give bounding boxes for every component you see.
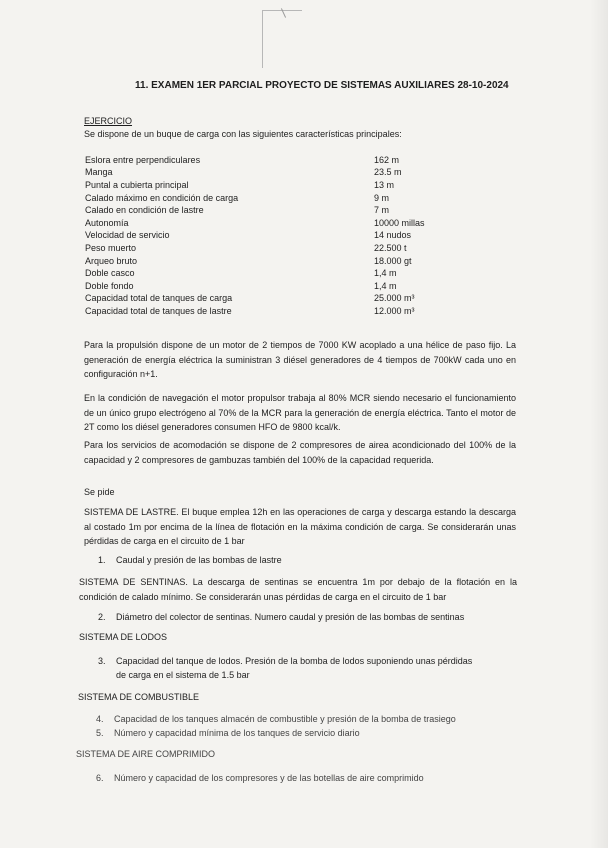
spec-value: 12.000 m³ [374, 306, 415, 316]
spec-label: Calado máximo en condición de carga [85, 193, 239, 203]
staple-mark-vertical [262, 10, 263, 68]
spec-label: Arqueo bruto [85, 256, 138, 266]
spec-label: Autonomía [85, 218, 129, 228]
question-text: Número y capacidad de los compresores y de las botellas de aire comprimido [114, 773, 424, 783]
question-3-continued: de carga en el sistema de 1.5 bar [116, 670, 250, 680]
question-6 [96, 771, 424, 785]
question-number: 6. [96, 773, 104, 783]
spec-label: Velocidad de servicio [85, 230, 170, 240]
question-number: 1. [98, 555, 106, 565]
spec-label: Peso muerto [85, 243, 137, 253]
question-number: 3. [98, 656, 106, 666]
page-shadow [590, 0, 608, 848]
compressed-air-heading: SISTEMA DE AIRE COMPRIMIDO [76, 749, 216, 759]
question-3 [98, 654, 472, 668]
question-5 [96, 726, 360, 740]
bilge-system-text: SISTEMA DE SENTINAS. La descarga de sentinas se encuentra 1m por debajo de la flotación en la condición de calado mínimo. Se considerarán unas pérdidas de carga en el circuito de 1 bar [79, 577, 517, 602]
spec-label: Capacidad total de tanques de carga [85, 293, 233, 303]
exam-title: 11. EXAMEN 1ER PARCIAL PROYECTO DE SISTEMAS AUXILIARES 28-10-2024 [135, 80, 509, 91]
spec-label: Manga [85, 167, 113, 177]
accommodation-paragraph: Para los servicios de acomodación se dispone de 2 compresores de airea acondicionado del 100% de la capacidad y 2 compresores de gambuzas también del 100% de la capacidad requerida. [84, 440, 516, 465]
intro-text: Se dispone de un buque de carga con las siguientes características principales: [84, 129, 402, 139]
spec-value: 7 m [374, 205, 390, 215]
question-text: Capacidad de los tanques almacén de combustible y presión de la bomba de trasiego [114, 714, 456, 724]
sludge-heading: SISTEMA DE LODOS [79, 632, 168, 642]
question-1 [98, 553, 282, 567]
spec-value: 14 nudos [374, 230, 412, 240]
spec-value: 9 m [374, 193, 390, 203]
spec-label: Eslora entre perpendiculares [85, 155, 201, 165]
spec-value: 18.000 gt [374, 256, 412, 266]
spec-value: 23.5 m [374, 167, 402, 177]
question-number: 4. [96, 714, 104, 724]
spec-label: Doble casco [85, 268, 135, 278]
ballast-system-text: SISTEMA DE LASTRE. El buque emplea 12h en las operaciones de carga y descarga estando la descarga al costado 1m por encima de la línea de flotación en la máxima condición de carga. Se considerarán unas pérdidas de carga en el circuito de 1 bar [84, 507, 516, 546]
spec-value: 13 m [374, 180, 395, 190]
question-text: Diámetro del colector de sentinas. Numero caudal y presión de las bombas de sentinas [116, 612, 465, 622]
se-pide-label: Se pide [84, 487, 115, 497]
exercise-label: EJERCICIO [84, 116, 133, 126]
question-2 [98, 610, 464, 624]
spec-value: 22.500 t [374, 243, 407, 253]
spec-value: 162 m [374, 155, 400, 165]
navigation-paragraph: En la condición de navegación el motor propulsor trabaja al 80% MCR siendo necesario el funcionamiento de un único grupo electrógeno al 70% de la MCR para la generación de energía eléctrica. Tanto el motor de 2T como los diésel generadores consumen HFO de 9800 kcal/k. [84, 393, 516, 432]
spec-value: 1,4 m [374, 281, 397, 291]
question-text: Caudal y presión de las bombas de lastre [116, 555, 282, 565]
question-number: 2. [98, 612, 106, 622]
spec-value: 10000 millas [374, 218, 425, 228]
propulsion-paragraph: Para la propulsión dispone de un motor de 2 tiempos de 7000 KW acoplado a una hélice de paso fijo. La generación de energía eléctrica la suministran 3 diésel generadores de 4 tiempos de 700kW cada uno en configuración n+1. [84, 340, 516, 379]
spec-label: Calado en condición de lastre [85, 205, 204, 215]
question-number: 5. [96, 728, 104, 738]
spec-label: Puntal a cubierta principal [85, 180, 189, 190]
spec-label: Doble fondo [85, 281, 134, 291]
spec-value: 25.000 m³ [374, 293, 415, 303]
spec-value: 1,4 m [374, 268, 397, 278]
spec-label: Capacidad total de tanques de lastre [85, 306, 232, 316]
question-4 [96, 712, 456, 726]
question-text: Capacidad del tanque de lodos. Presión de la bomba de lodos suponiendo unas pérdidas [116, 656, 473, 666]
question-text: Número y capacidad mínima de los tanques de servicio diario [114, 728, 360, 738]
fuel-heading: SISTEMA DE COMBUSTIBLE [78, 692, 200, 702]
